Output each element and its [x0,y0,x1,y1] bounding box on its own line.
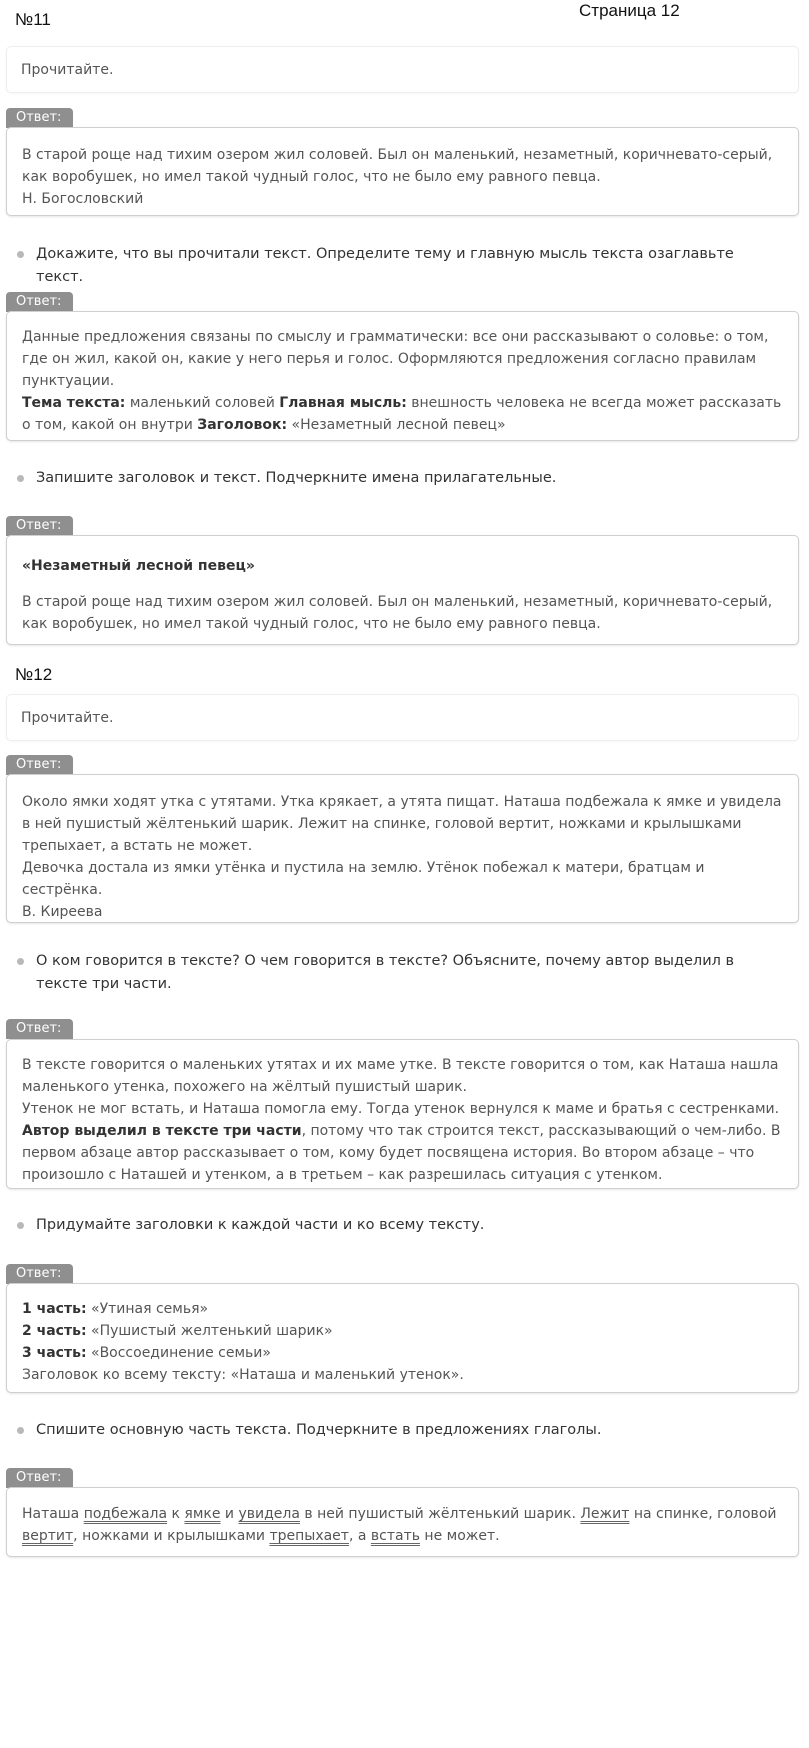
part-label: 2 часть: [22,1323,87,1339]
answer-paragraph: Около ямки ходят утка с утятами. Утка крякает, а утята пищат. Наташа подбежала к ямке и увидела в ней пушистый жёлтенький шарик. Лежит на спинке, головой вертит, ножками и крылышками трепыхает, а встать не может. [22,794,782,854]
exercise-number-12: №12 [15,665,53,684]
plain-text: , ножками и крылышками [73,1528,270,1544]
answer-rest: , потому что так строится текст, рассказывающий о чем-либо. В первом абзаце автор рассказывает о том, кому будет посвящена история. Во втором абзаце – что произошло с Наташей и утенком, а в третьем – как разрешилась ситуация с утенком. [22,1123,781,1183]
bullet-icon [17,1427,24,1434]
plain-text: на спинке, головой [629,1506,777,1522]
plain-text: Наташа [22,1506,84,1522]
question-text: О ком говорится в тексте? О чем говорится в тексте? Объясните, почему автор выделил в тексте три части. [36,953,735,992]
answer-paragraph: Утенок не мог встать, и Наташа помогла ему. Тогда утенок вернулся к маме и братья с сестренками. [22,1101,780,1117]
underlined-word: вертит [22,1528,74,1544]
answer-paragraph: В тексте говорится о маленьких утятах и их маме утке. В тексте говорится о том, как Наташа нашла маленького утенка, похожего на жёлтый пушистый шарик. [22,1057,779,1095]
part-label: 1 часть: [22,1301,87,1317]
plain-text: , а [348,1528,371,1544]
text-line: В старой роще над тихим озером жил соловей. Был он маленький, незаметный, коричневато-серый, [22,147,773,163]
theme-value: маленький соловей [125,395,280,411]
answer-box-12-1 [6,1039,799,1189]
answer-bold: Автор выделил в тексте три части [22,1123,302,1139]
answer-paragraph: Данные предложения связаны по смыслу и грамматически: все они рассказывают о соловье: о том, где он жил, какой он, какие у него перья и голос. Оформляются предложения согласно правилам пунктуации. [22,329,769,389]
question-text: Запишите заголовок и текст. Подчеркните имена прилагательные. [36,470,557,486]
page-label: Страница 12 [579,1,680,20]
task-read-12 [6,694,799,741]
answer-box-12-3 [6,1487,799,1557]
answer-box-text-11 [6,127,799,216]
underlined-word: встать [370,1528,420,1544]
title-value: «Незаметный лесной певец» [287,417,506,433]
answer-paragraph: Девочка достала из ямки утёнка и пустила на землю. Утёнок побежал к матери, братцам и сестрёнка. [22,860,705,898]
bullet-icon [17,1222,24,1229]
underlined-word: Лежит [580,1506,630,1522]
text-author: Н. Богословский [22,191,144,207]
text-line: как воробушек, но имел такой чудный голос, что не было ему равного певца. [22,169,601,185]
exercise-number-11: №11 [15,10,51,29]
answer-tag: Ответ: [6,1019,73,1039]
question-text: Придумайте заголовки к каждой части и ко всему тексту. [36,1217,485,1233]
question-12-1 [17,950,777,996]
part-value: «Воссоединение семьи» [86,1345,271,1361]
question-12-3 [17,1419,777,1442]
underlined-word: увидела [238,1506,300,1522]
text-line: как воробушек, но имел такой чудный голос, что не было ему равного певца. [22,616,601,632]
bullet-icon [17,475,24,482]
underlined-word: трепыхает [269,1528,349,1544]
bullet-icon [17,251,24,258]
idea-value: внешность человека не всегда может рассказать о том, какой он внутри [22,395,782,433]
text-author: В. Киреева [22,904,103,920]
question-text: Спишите основную часть текста. Подчеркните в предложениях глаголы. [36,1422,602,1438]
part-title [22,1342,783,1364]
answer-paragraph [22,1120,783,1186]
title-label: Заголовок: [197,417,288,433]
answer-tag: Ответ: [6,108,73,128]
question-12-2 [17,1214,777,1237]
answer-box-12-2 [6,1283,799,1393]
question-text: Докажите, что вы прочитали текст. Определите тему и главную мысль текста озаглавьте текст. [36,246,734,285]
theme-label: Тема текста: [22,395,126,411]
whole-title: Заголовок ко всему тексту: «Наташа и маленький утенок». [22,1367,464,1383]
question-11-2 [17,467,777,490]
answer-paragraph [22,1503,783,1547]
task-read-11 [6,46,799,93]
answer-tag: Ответ: [6,516,73,536]
part-label: 3 часть: [22,1345,87,1361]
answer-paragraph [22,392,783,436]
answer-tag: Ответ: [6,1264,73,1284]
part-value: «Пушистый желтенький шарик» [86,1323,333,1339]
plain-text: и [220,1506,239,1522]
answer-box-11-1 [6,311,799,441]
answer-box-text-12 [6,774,799,923]
part-value: «Утиная семья» [86,1301,209,1317]
plain-text: не может. [419,1528,500,1544]
part-title [22,1298,783,1320]
plain-text: к [167,1506,185,1522]
idea-label: Главная мысль: [279,395,407,411]
part-title [22,1320,783,1342]
underlined-word: ямке [184,1506,221,1522]
bullet-icon [17,958,24,965]
answer-tag: Ответ: [6,1468,73,1488]
plain-text: в ней пушистый жёлтенький шарик. [299,1506,581,1522]
question-11-1 [17,243,777,289]
answer-heading: «Незаметный лесной певец» [22,558,255,574]
task-text: Прочитайте. [21,61,114,78]
underlined-word: подбежала [83,1506,168,1522]
text-line: В старой роще над тихим озером жил соловей. Был он маленький, незаметный, коричневато-серый, [22,594,773,610]
answer-tag: Ответ: [6,755,73,775]
answer-tag: Ответ: [6,292,73,312]
task-text: Прочитайте. [21,709,114,726]
answer-box-11-2 [6,535,799,645]
